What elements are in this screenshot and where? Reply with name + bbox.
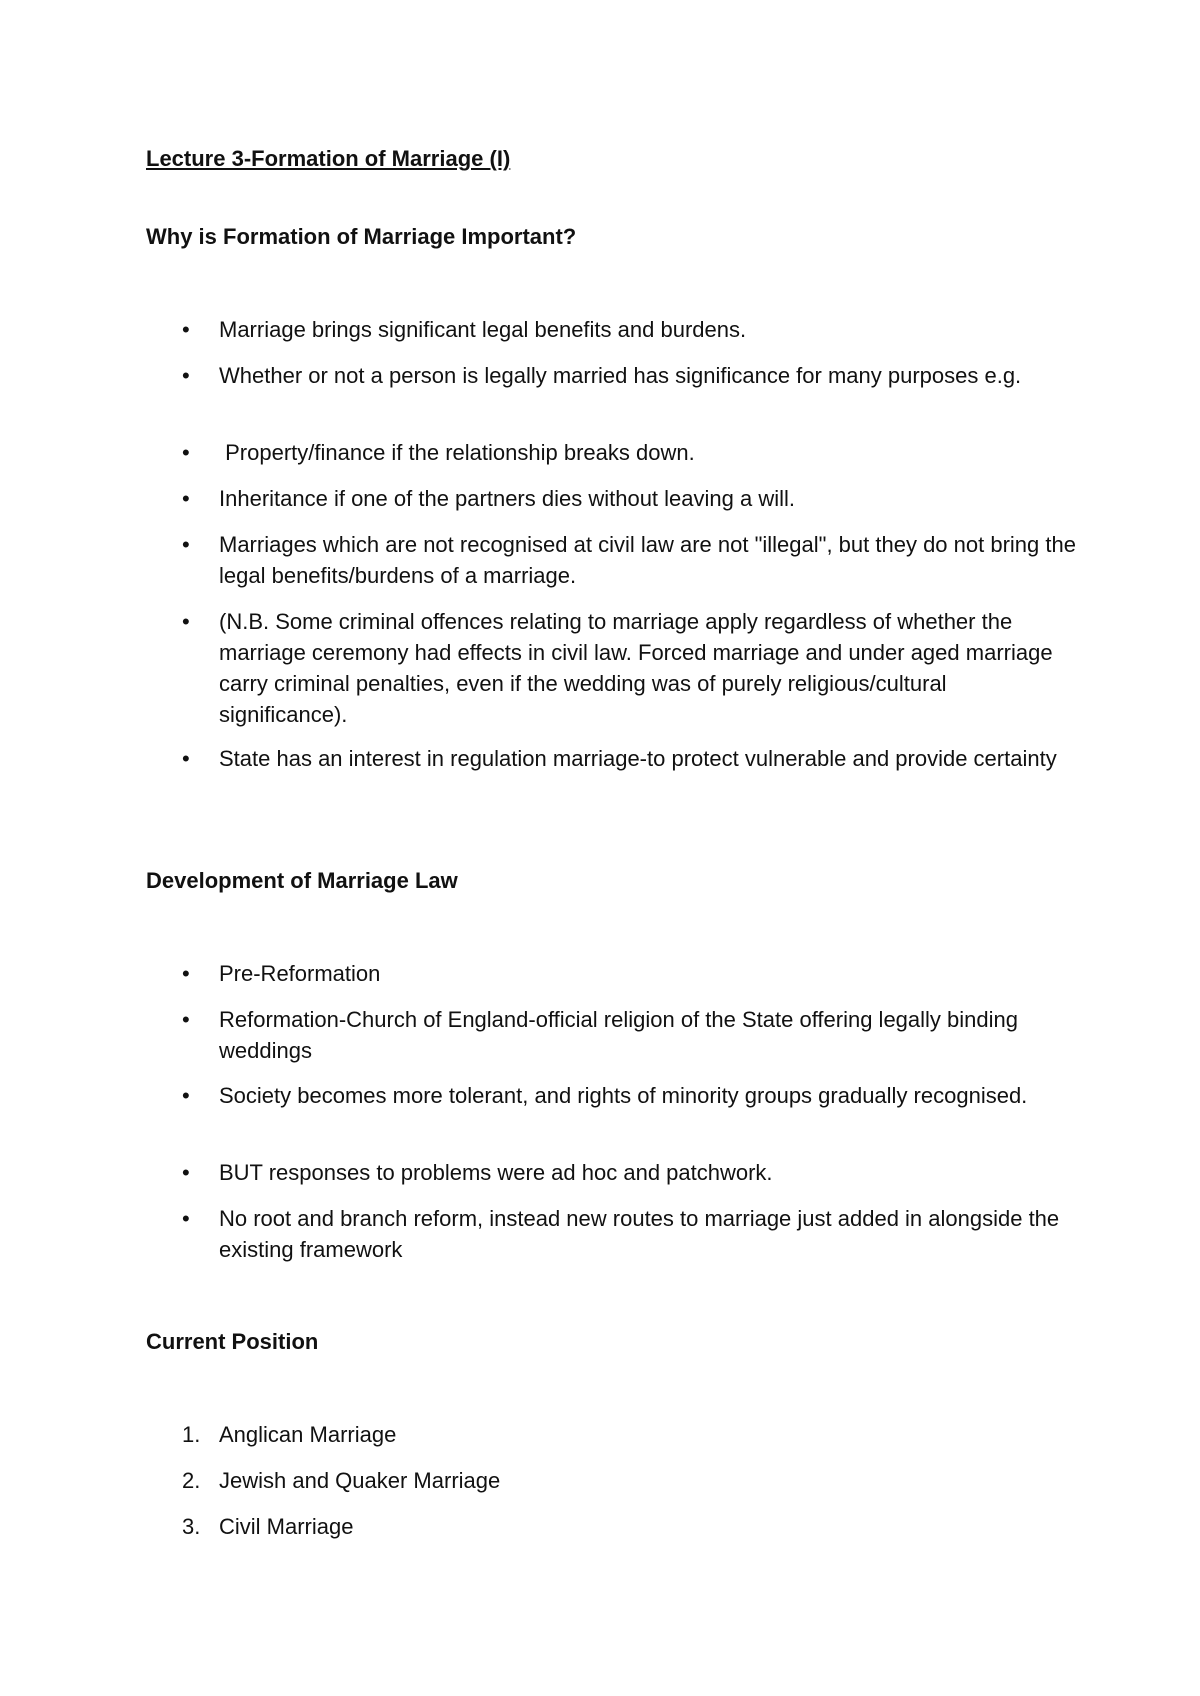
bullet-marker: • — [182, 486, 190, 511]
list-item — [182, 360, 1082, 391]
numbered-item — [182, 1511, 1082, 1542]
bullet-marker: • — [182, 317, 190, 342]
bullet-marker: • — [182, 1206, 190, 1231]
bullet-marker: • — [182, 363, 190, 388]
list-item-text: Society becomes more tolerant, and rights of minority groups gradually recognised. — [219, 1083, 1028, 1108]
bullet-marker: • — [182, 746, 190, 771]
bullet-marker: • — [182, 1007, 190, 1032]
list-item-text: BUT responses to problems were ad hoc and patchwork. — [219, 1160, 773, 1185]
section-heading-development: Development of Marriage Law — [146, 868, 458, 893]
bullet-marker: • — [182, 1160, 190, 1185]
list-item-text: Whether or not a person is legally married has significance for many purposes e.g. — [219, 363, 1022, 388]
numbered-item-text: Anglican Marriage — [219, 1422, 397, 1447]
list-item — [182, 958, 1082, 989]
list-item — [182, 1157, 1082, 1188]
list-item — [182, 743, 1082, 774]
list-item — [182, 1004, 1082, 1066]
list-item — [182, 529, 1082, 591]
list-item-text: Marriages which are not recognised at civil law are not "illegal", but they do not bring the legal benefits/burdens of a marriage. — [219, 532, 1076, 588]
list-item-text: (N.B. Some criminal offences relating to marriage apply regardless of whether the marriage ceremony had effects in civil law. Forced marriage and under aged marriage carry criminal penalties, even if the wedding was of purely religious/cultural significance). — [219, 609, 1053, 727]
list-item-text: Property/finance if the relationship breaks down. — [219, 440, 695, 465]
list-item — [182, 1080, 1082, 1111]
lecture-title: Lecture 3-Formation of Marriage (I) — [146, 146, 511, 171]
bullet-marker: • — [182, 532, 190, 557]
bullet-marker: • — [182, 440, 190, 465]
numbered-item — [182, 1419, 1082, 1450]
number-marker: 2. — [182, 1468, 201, 1493]
list-item — [182, 483, 1082, 514]
numbered-item — [182, 1465, 1082, 1496]
section-heading-current-position: Current Position — [146, 1329, 319, 1354]
list-item-text: State has an interest in regulation marriage-to protect vulnerable and provide certainty — [219, 746, 1057, 771]
list-item — [182, 606, 1082, 730]
list-item — [182, 437, 1082, 468]
list-item-text: Marriage brings significant legal benefits and burdens. — [219, 317, 747, 342]
number-marker: 3. — [182, 1514, 201, 1539]
section-heading-importance: Why is Formation of Marriage Important? — [146, 224, 577, 249]
bullet-marker: • — [182, 609, 190, 634]
numbered-item-text: Jewish and Quaker Marriage — [219, 1468, 501, 1493]
bullet-marker: • — [182, 1083, 190, 1108]
list-item-text: No root and branch reform, instead new routes to marriage just added in alongside the existing framework — [219, 1206, 1060, 1262]
numbered-item-text: Civil Marriage — [219, 1514, 354, 1539]
list-item — [182, 1203, 1082, 1265]
list-item — [182, 314, 1082, 345]
list-item-text: Pre-Reformation — [219, 961, 381, 986]
list-item-text: Inheritance if one of the partners dies without leaving a will. — [219, 486, 795, 511]
bullet-marker: • — [182, 961, 190, 986]
number-marker: 1. — [182, 1422, 201, 1447]
list-item-text: Reformation-Church of England-official religion of the State offering legally binding weddings — [219, 1007, 1018, 1063]
